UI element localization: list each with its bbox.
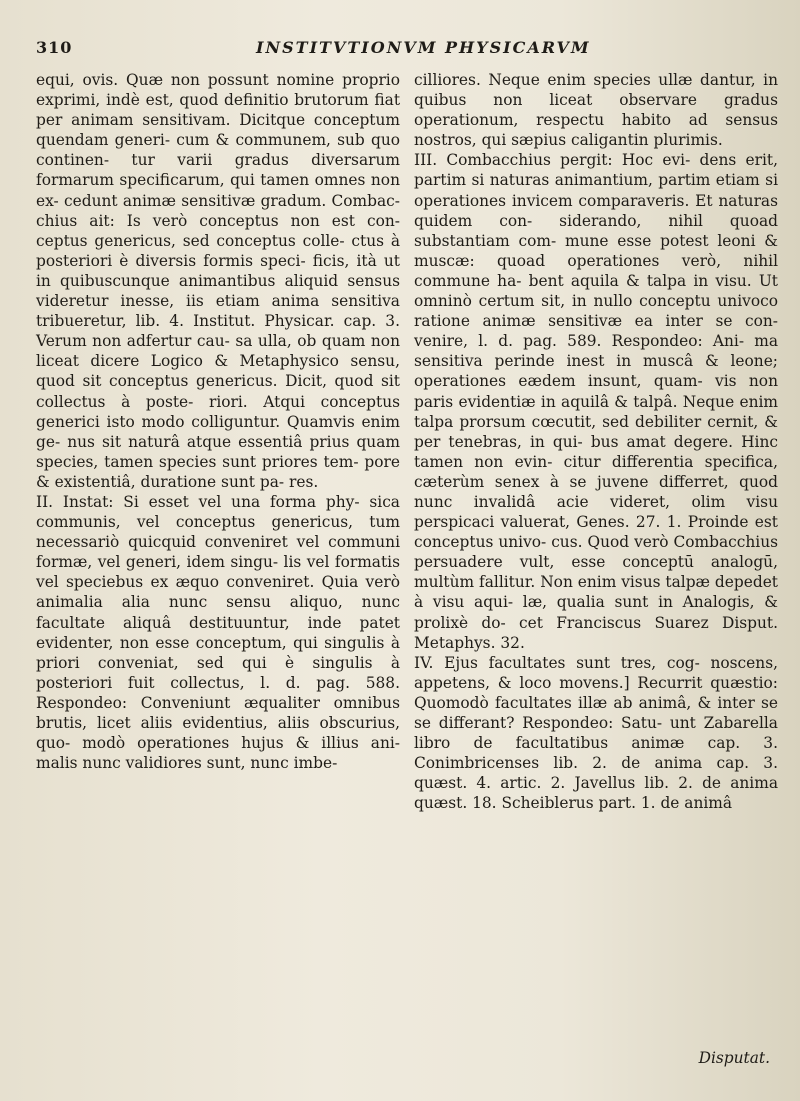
page-header <box>36 38 778 66</box>
page-number: 310 <box>36 38 73 57</box>
text-columns <box>36 70 778 813</box>
running-title: INSTITVTIONVM PHYSICARVM <box>256 38 591 57</box>
right-column <box>414 70 778 813</box>
right-column-text: cilliores. Neque enim species ullæ dantur, in quibus non liceat observare gradus operationum, respectu habito ad sensus nostros, qui sæpius caligantin plurimis. III. Combacchius pergit: Hoc evi- dens erit, partim si naturas animantium, partim etiam si operationes invicem comparaveris. Et naturas quidem con- siderando, nihil quoad substantiam com- mune esse potest leoni & muscæ: quoad operationes verò, nihil commune ha- bent aquila & talpa in visu. Ut omninò certum sit, in nullo conceptu univoco ratione animæ sensitivæ ea inter se con- venire, l. d. pag. 589. Respondeo: Ani- ma sensitiva perinde inest in muscâ & leone; operationes eædem insunt, quam- vis non paris evidentiæ in aquilâ & talpâ. Neque enim talpa prorsum cœcutit, sed debiliter cernit, & per tenebras, in qui- bus amat degere. Hinc tamen non evin- citur differentia specifica, cæterùm senex à se juvene differret, quod nunc invalidâ acie videret, olim visu perspicaci valuerat, Genes. 27. 1. Proinde est conceptus univo- cus. Quod verò Combacchius persuadere vult, esse conceptū analogū, multùm fallitur. Non enim visus talpæ depedet à visu aqui- læ, qualia sunt in Analogis, & prolixè do- cet Franciscus Suarez Disput. Metaphys. 32. IV. Ejus facultates sunt tres, cog- noscens, appetens, & loco movens.] Recurrit quæstio: Quomodò facultates illæ ab animâ, & inter se se differant? Respondeo: Satu- unt Zabarella libro de facultatibus animæ cap. 3. Conimbricenses lib. 2. de anima cap. 3. quæst. 4. artic. 2. Javellus lib. 2. de anima quæst. 18. Scheiblerus part. 1. de animâ <box>414 71 778 813</box>
left-column-text: equi, ovis. Quæ non possunt nomine proprio exprimi, indè est, quod definitio brutorum fiat per animam sensitivam. Dicitque conceptum quendam generi- cum & communem, sub quo continen- tur varii gradus diversarum formarum specificarum, qui tamen omnes non ex- cedunt animæ sensitivæ gradum. Combac- chius ait: Is verò conceptus non est con- ceptus genericus, sed conceptus colle- ctus à posteriori è diversis formis speci- ficis, ità ut in quibuscunque animantibus aliquid sensus videretur inesse, iis etiam anima sensitiva tribueretur, lib. 4. Institut. Physicar. cap. 3. Verum non adfertur cau- sa ulla, ob quam non liceat dicere Logico & Metaphysico sensu, quod sit conceptus genericus. Dicit, quod sit collectus à poste- riori. Atqui conceptus generici isto modo colliguntur. Quamvis enim ge- nus sit naturâ atque essentiâ prius quam species, tamen species sunt priores tem- pore & existentiâ, duratione sunt pa- res. II. Instat: Si esset vel una forma phy- sica communis, vel conceptus genericus, tum necessariò quicquid conveniret vel communi formæ, vel generi, idem singu- lis vel formatis vel speciebus ex æquo conveniret. Quia verò animalia alia nunc sensu aliquo, nunc facultate aliquâ destituuntur, inde patet evidenter, non esse conceptum, qui singulis à priori conveniat, sed qui è singulis à posteriori fuit collectus, l. d. pag. 588. Respondeo: Conveniunt æqualiter omnibus brutis, licet aliis evidentius, aliis obscurius, quo- modò operationes hujus & illius ani- malis nunc validiores sunt, nunc imbe- <box>36 71 400 773</box>
left-column <box>36 70 400 813</box>
catchword: Disputat. <box>698 1049 770 1067</box>
